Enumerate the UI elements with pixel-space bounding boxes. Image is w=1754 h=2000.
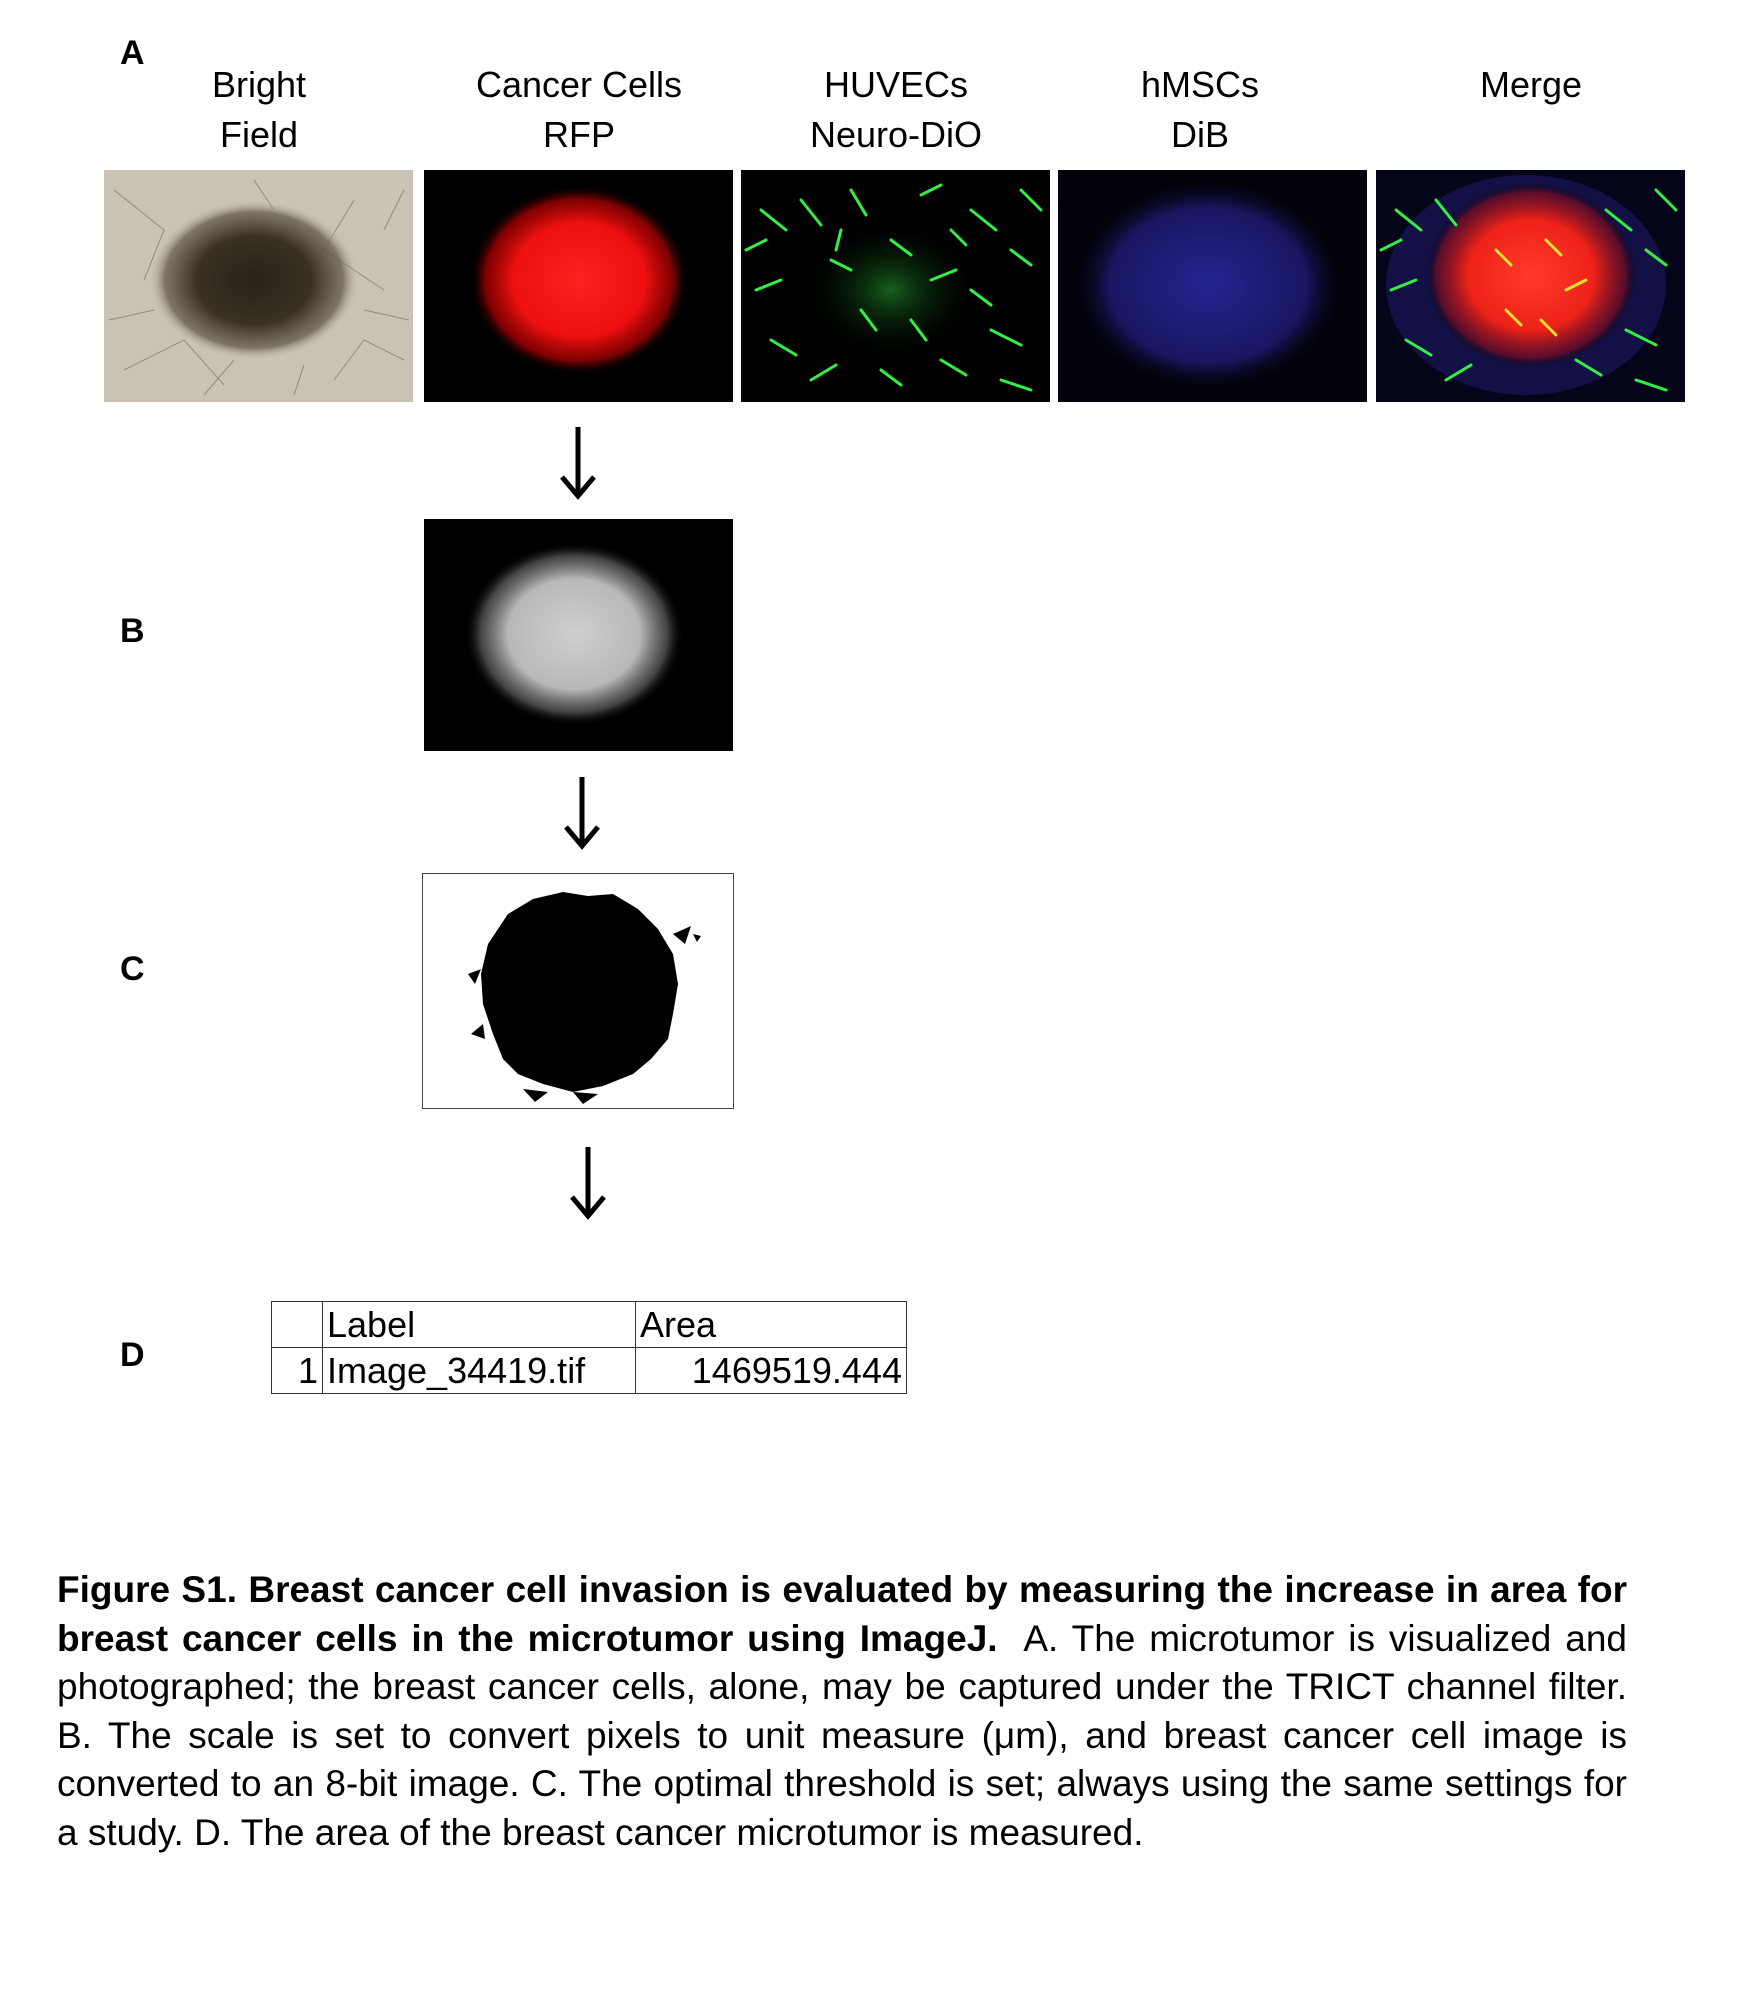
- threshold-micrograph: [422, 873, 734, 1109]
- bright-field-micrograph: [104, 170, 413, 402]
- table-cell-area: 1469519.444: [636, 1348, 907, 1394]
- panel-label-c: C: [120, 950, 145, 988]
- column-label-huvecs: HUVECs Neuro-DiO: [809, 64, 983, 155]
- caption-title: Figure S1. Breast cancer cell invasion is evaluated by measuring the increase in area for breast cancer cells in the microtumor using ImageJ.: [57, 1569, 1627, 1659]
- panel-label-b: B: [120, 612, 145, 650]
- results-table: [271, 1301, 907, 1394]
- merge-micrograph: [1376, 170, 1685, 402]
- table-header-row: [272, 1302, 907, 1348]
- column-label-hmscs: hMSCs DiB: [1140, 64, 1260, 155]
- table-header-area: Area: [636, 1302, 907, 1348]
- grayscale-micrograph: [424, 519, 733, 751]
- figure-caption: [57, 1566, 1627, 1857]
- arrow-down-icon: [568, 1145, 608, 1220]
- table-row: [272, 1348, 907, 1394]
- huvecs-micrograph: [741, 170, 1050, 402]
- column-label-bright-field: Bright Field: [211, 64, 307, 155]
- rfp-micrograph: [424, 170, 733, 402]
- hmscs-micrograph: [1058, 170, 1367, 402]
- panel-label-d: D: [120, 1336, 145, 1374]
- table-cell-index: 1: [272, 1348, 323, 1394]
- arrow-down-icon: [558, 425, 598, 500]
- panel-label-a: A: [120, 34, 145, 72]
- column-label-merge: Merge: [1479, 64, 1583, 105]
- table-cell-label: Image_34419.tif: [323, 1348, 636, 1394]
- column-label-cancer-cells: Cancer Cells RFP: [475, 64, 683, 155]
- caption-body: A. The microtumor is visualized and photographed; the breast cancer cells, alone, may be captured under the TRICT channel filter. B. The scale is set to convert pixels to unit measure (μm), and breast cancer cell image is converted to an 8-bit image. C. The optimal threshold is set; always using the same settings for a study. D. The area of the breast cancer microtumor is measured.: [57, 1617, 1627, 1853]
- arrow-down-icon: [562, 775, 602, 850]
- table-header-label: Label: [323, 1302, 636, 1348]
- table-header-index: [272, 1302, 323, 1348]
